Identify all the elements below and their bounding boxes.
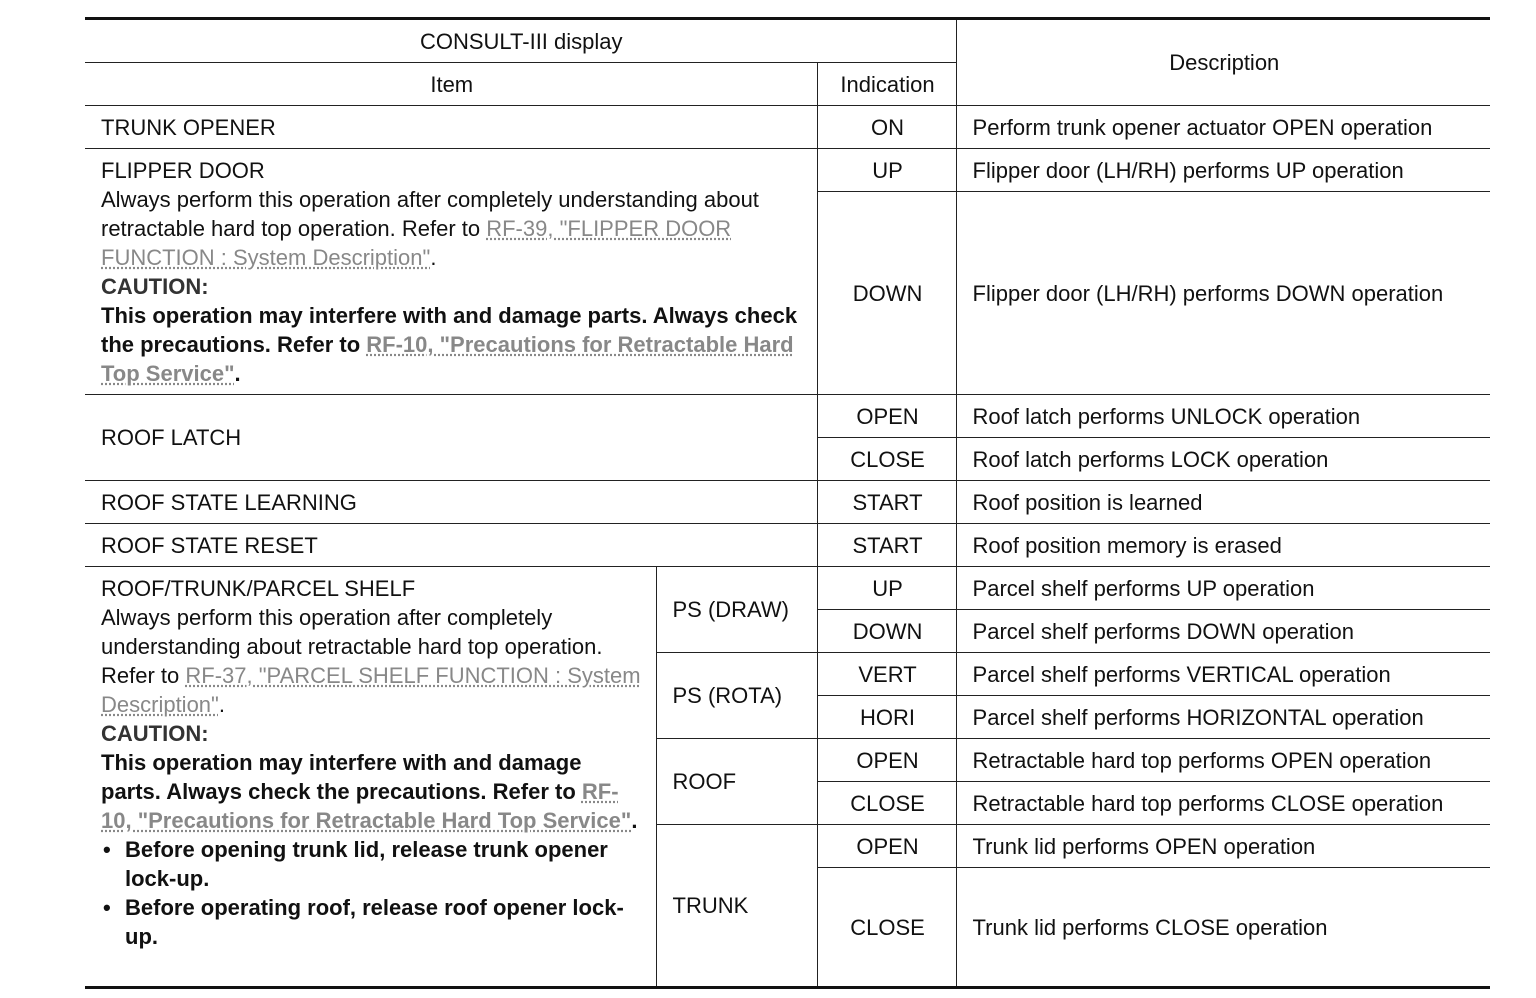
description-cell: Trunk lid performs OPEN operation [956,825,1490,868]
indication-cell: UP [817,567,956,610]
item-note: Always perform this operation after completely understanding about retractable hard top operation. Refer to RF-37, "PARCEL SHELF FUNCTION : System Description". [101,605,641,717]
item-trunk-opener: TRUNK OPENER [85,106,817,149]
indication-cell: CLOSE [817,438,956,481]
caution-label: CAUTION: [101,274,209,299]
indication-header: Indication [817,63,956,106]
reference-link[interactable]: RF-10, "Precautions for Retractable Hard Top Service" [101,779,632,833]
item-title: ROOF/TRUNK/PARCEL SHELF [101,576,416,601]
description-cell: Parcel shelf performs HORIZONTAL operation [956,696,1490,739]
item-title: FLIPPER DOOR [101,158,265,183]
description-cell: Flipper door (LH/RH) performs DOWN operation [956,192,1490,395]
indication-cell: CLOSE [817,868,956,988]
table-row [85,106,1490,149]
item-roof-latch: ROOF LATCH [85,395,817,481]
caution-text: This operation may interfere with and damage parts. Always check the precautions. Refer to RF-10, "Precautions for Retractable Hard Top Service". [101,750,638,833]
table-row [85,481,1490,524]
indication-cell: HORI [817,696,956,739]
consult-work-support-table [85,17,1490,989]
indication-cell: ON [817,106,956,149]
description-cell: Flipper door (LH/RH) performs UP operation [956,149,1490,192]
description-cell: Parcel shelf performs DOWN operation [956,610,1490,653]
description-cell: Roof position memory is erased [956,524,1490,567]
indication-cell: UP [817,149,956,192]
indication-cell: OPEN [817,395,956,438]
subitem-ps-draw: PS (DRAW) [656,567,817,653]
bullet-list [101,835,642,951]
description-cell: Parcel shelf performs VERTICAL operation [956,653,1490,696]
indication-cell: START [817,481,956,524]
subitem-ps-rota: PS (ROTA) [656,653,817,739]
description-cell: Roof latch performs LOCK operation [956,438,1490,481]
description-header: Description [956,19,1490,106]
description-cell: Roof position is learned [956,481,1490,524]
indication-cell: CLOSE [817,782,956,825]
item-note: Always perform this operation after completely understanding about retractable hard top operation. Refer to RF-39, "FLIPPER DOOR FUNCTION : System Description". [101,187,759,270]
caution-label: CAUTION: [101,721,209,746]
item-roof-state-reset: ROOF STATE RESET [85,524,817,567]
indication-cell: OPEN [817,739,956,782]
table-row [85,149,1490,192]
caution-text: This operation may interfere with and damage parts. Always check the precautions. Refer to RF-10, "Precautions for Retractable Hard Top Service". [101,303,798,386]
indication-cell: OPEN [817,825,956,868]
table-row [85,524,1490,567]
description-cell: Trunk lid performs CLOSE operation [956,868,1490,988]
description-cell: Retractable hard top performs OPEN operation [956,739,1490,782]
item-flipper-door [85,149,817,395]
indication-cell: DOWN [817,192,956,395]
list-item: • Before operating roof, release roof opener lock-up. [101,893,642,951]
reference-link[interactable]: RF-10, "Precautions for Retractable Hard Top Service" [101,332,794,386]
table-row [85,567,1490,610]
indication-cell: VERT [817,653,956,696]
description-cell: Parcel shelf performs UP operation [956,567,1490,610]
indication-cell: START [817,524,956,567]
reference-link[interactable]: RF-37, "PARCEL SHELF FUNCTION : System Description" [101,663,641,717]
description-cell: Roof latch performs UNLOCK operation [956,395,1490,438]
item-roof-trunk-parcel-shelf [85,567,656,988]
item-header: Item [85,63,817,106]
description-cell: Perform trunk opener actuator OPEN operation [956,106,1490,149]
table-row [85,395,1490,438]
item-roof-state-learning: ROOF STATE LEARNING [85,481,817,524]
subitem-roof: ROOF [656,739,817,825]
consult-display-header: CONSULT-III display [85,19,956,63]
reference-link[interactable]: RF-39, "FLIPPER DOOR FUNCTION : System Description" [101,216,732,270]
list-item: • Before opening trunk lid, release trunk opener lock-up. [101,835,642,893]
indication-cell: DOWN [817,610,956,653]
description-cell: Retractable hard top performs CLOSE operation [956,782,1490,825]
subitem-trunk: TRUNK [656,825,817,988]
